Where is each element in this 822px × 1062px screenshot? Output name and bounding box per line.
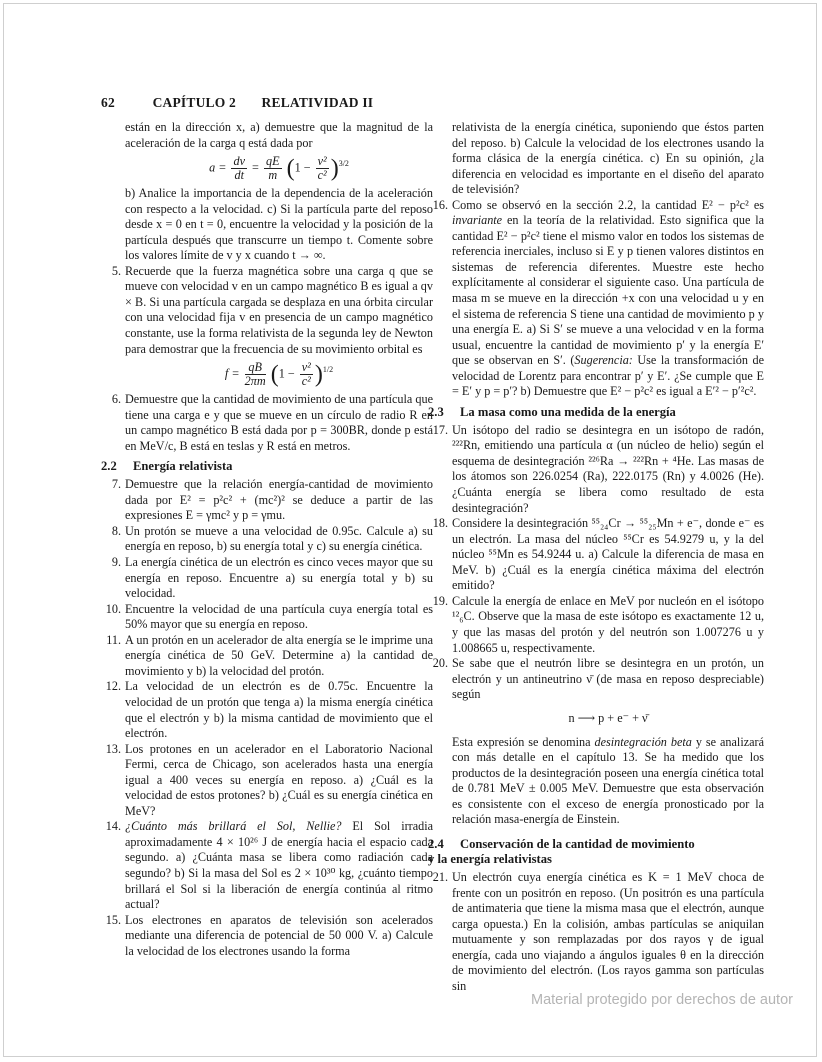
chapter-title: RELATIVIDAD II: [261, 95, 374, 110]
problem-item: [428, 423, 764, 516]
eq-num: v²: [301, 360, 311, 375]
problem-list: [432, 422, 764, 703]
problem-number: 17.: [432, 422, 448, 437]
problem-text: La energía cinética de un electrón es cinco veces mayor que su energía en reposo. Encuentre a) su energía total y b) su velocidad.: [125, 555, 433, 601]
problem-text: Se sabe que el neutrón libre se desintegra en un protón, un electrón y un antineutrino ν̄ (de masa en reposo despreciable) según: [452, 656, 764, 702]
problem-item: [101, 555, 433, 602]
equation-beta-decay: n ⟶ p + e⁻ + ν̄: [568, 710, 648, 725]
eq-paren-close: ): [314, 361, 323, 388]
problem-number: 11.: [106, 632, 121, 647]
eq-fraction: [300, 361, 313, 388]
eq-paren-close: ): [330, 155, 339, 182]
problem-item: [428, 198, 764, 400]
eq-lhs: a =: [209, 160, 227, 175]
problem-list: [105, 477, 433, 959]
eq-num: v²: [317, 154, 327, 169]
section-number: 2.4: [428, 836, 444, 851]
problem-text: Esta expresión se denomina: [452, 734, 595, 749]
eq-num: dv: [233, 154, 245, 169]
section-heading-2-2: [101, 459, 433, 474]
problem-number: 16.: [432, 197, 448, 212]
problem-emphasis: desintegración beta: [594, 734, 692, 749]
problem-number: 20.: [432, 656, 448, 671]
problem-text: Use la transformación de velocidad de Lorentz para encontrar p′ y E′. ¿Se cumple que E = E′ y p = p′? b) Demuestre que E² − p²c² es igual a E′² − p′²c².: [452, 353, 764, 399]
problem-item: [101, 392, 433, 454]
problem-text: Los protones en un acelerador en el Laboratorio Nacional Fermi, cerca de Chicago, son acelerados hasta una energía igual a 400 veces su energía en reposo. a) ¿Cuál es la velocidad de estos protones? b) ¿Cuál es su energía cinética en MeV?: [125, 741, 433, 818]
problem-number: 12.: [105, 679, 121, 694]
problem-item: [101, 602, 433, 633]
page-number: 62: [101, 95, 115, 110]
problem-text: Un electrón cuya energía cinética es K = 1 MeV choca de frente con un positrón en reposo. (Un positrón es una partícula de antimateria que tiene la misma masa que el electrón, aunque carga opuesta.) En la colisión, ambas partículas se aniquilan mutuamente y son remplazadas por dos rayos γ de igual energía, cada uno viajando a ángulos iguales θ en la dirección de movimiento del electrón. (Los rayos gamma son partículas sin: [452, 869, 764, 993]
problem-15-continuation: relativista de la energía cinética, suponiendo que éstos parten del reposo. b) Calcule la velocidad de los electrones usando la forma clásica de la energía cinética. c) En su opinión, ¿la diferencia en velocidad es importante en el diseño del aparato de televisión?: [452, 120, 764, 197]
eq-num: qE: [265, 154, 280, 169]
hint-label: Sugerencia:: [574, 353, 633, 368]
problem-text: en la teoría de la relatividad. Esto significa que la cantidad E² − p²c² tiene el mismo valor en todos los sistemas de referencia inerciales, incluso si E y p tienen valores distintos en sistemas de referencia diferentes. Muestre este hecho explícitamente al considerar el siguiente caso. Una partícula de masa m se mueve en la dirección +x con una velocidad u y en el sistema de referencia S tiene una cantidad de movimiento p y una energía E. a) Si S′ se mueve a una velocidad v en la forma usual, encuentre la cantidad de movimiento p′ y la energía E′ que se observan en S′. (: [452, 213, 764, 368]
problem-item: [428, 870, 764, 994]
problem-number: 10.: [105, 601, 121, 616]
eq-den: c²: [317, 168, 327, 183]
problem-item: [101, 264, 433, 388]
eq-den: 2πm: [244, 374, 266, 389]
problem-text: Encuentre la velocidad de una partícula cuya energía total es 50% mayor que su energía en reposo.: [125, 601, 433, 632]
eq-exponent: 1/2: [322, 365, 334, 375]
section-heading-2-3: [428, 405, 764, 420]
problem-number: 8.: [111, 523, 121, 538]
eq-fraction: [245, 361, 266, 388]
eq-den: c²: [301, 374, 311, 389]
problem-item: [428, 516, 764, 594]
problem-item: [101, 524, 433, 555]
eq-inner: 1 −: [278, 366, 295, 381]
eq-den: dt: [234, 168, 244, 183]
problem-text: La velocidad de un electrón es de 0.75c. Encuentre la velocidad de un protón que tenga a) la misma energía cinética que el electrón y b) la misma cantidad de movimiento que el electrón.: [125, 679, 433, 741]
problem-text: Como se observó en la sección 2.2, la cantidad E² − p²c² es: [452, 197, 764, 212]
problem-text: Recuerde que la fuerza magnética sobre una carga q que se mueve con velocidad v en un campo magnético B es igual a qv × B. Si una partícula cargada se desplaza en una órbita circular con una velocidad fija v en presencia de un campo magnético constante, use la forma relativista de la segunda ley de Newton para demostrar que la frecuencia de su movimiento orbital es: [125, 263, 433, 356]
section-title: La masa como una medida de la energía: [460, 404, 676, 419]
problem-text: Un isótopo del radio se desintegra en un isótopo de radón, ²²²Rn, emitiendo una partícula α (un núcleo de helio) según el esquema de desintegración ²²⁶Ra → ²²²Rn + ⁴He. Las masas de los átomos son 226.0254 (Ra), 222.0175 (Rn) y 4.0026 (He). ¿Cuánta energía se libera como resultado de esta desintegración?: [452, 422, 764, 515]
problem-number: 9.: [111, 555, 121, 570]
equation-acceleration: [125, 155, 433, 182]
section-number: 2.3: [428, 404, 444, 419]
eq-den: m: [268, 168, 278, 183]
eq-paren-open: (: [286, 155, 295, 182]
equation-frequency: [125, 361, 433, 388]
problem-item: [101, 477, 433, 524]
eq-num: qB: [245, 361, 266, 375]
problem-text: Un protón se mueve a una velocidad de 0.95c. Calcule a) su energía en reposo, b) su energía total y c) su energía cinética.: [125, 523, 433, 554]
problem-item: [428, 656, 764, 703]
section-number: 2.2: [101, 459, 117, 474]
section-title: Energía relativista: [133, 459, 233, 474]
right-column: [428, 120, 764, 994]
problem-4-continuation: están en la dirección x, a) demuestre que la magnitud de la aceleración de la carga q está dada por: [125, 120, 433, 150]
problem-item: [428, 594, 764, 656]
problem-text: A un protón en un acelerador de alta energía se le imprime una energía cinética de 50 GeV. Determine a) la cantidad de movimiento y b) la velocidad del protón.: [125, 632, 433, 678]
problem-item: [101, 913, 433, 960]
eq-equals: =: [252, 160, 259, 175]
problem-number: 19.: [432, 593, 448, 608]
problem-4-continuation-body: b) Analice la importancia de la dependencia de la aceleración con respecto a la velocidad. c) Si la partícula parte del reposo desde x = 0 en t = 0, encuentre la velocidad y la posición de la partícula después que transcurre un tiempo t. Comente sobre los valores límite de v y x cuando t → ∞.: [125, 186, 433, 263]
problem-number: 5.: [111, 263, 121, 278]
problem-number: 6.: [111, 392, 121, 407]
copyright-watermark: Material protegido por derechos de autor: [531, 992, 793, 1008]
problem-number: 13.: [105, 741, 121, 756]
problem-text: Demuestre que la cantidad de movimiento de una partícula que tiene una carga e y que se mueve en un círculo de radio R en un campo magnético B está dada por p = 300BR, donde p está en MeV/c, B está en teslas y R está en metros.: [125, 392, 433, 453]
problem-emphasis: invariante: [452, 213, 503, 228]
problem-number: 14.: [105, 819, 121, 834]
section-title: Conservación de la cantidad de movimiento: [460, 836, 695, 851]
eq-paren-open: (: [270, 361, 279, 388]
eq-inner: 1 −: [294, 160, 311, 175]
running-head: [101, 95, 373, 111]
problem-item: [101, 819, 433, 912]
section-title-continued: y la energía relativistas: [428, 851, 552, 866]
problem-emphasis: ¿Cuánto más brillará el Sol, Nellie?: [125, 819, 342, 834]
problem-item: [101, 742, 433, 820]
problem-text: El Sol irradia aproximadamente 4 × 10²⁶ J de energía hacia el espacio cada segundo. a) ¿Cuánta masa se libera como radiación cada segundo? b) Si la masa del Sol es 2 × 10³⁰ kg, ¿cuánto tiempo brillará el Sol si la liberación de energía continúa al ritmo actual?: [125, 819, 433, 912]
left-column: [101, 120, 433, 959]
problem-number: 21.: [432, 869, 448, 884]
problem-text: Los electrones en aparatos de televisión son acelerados mediante una diferencia de potencial de 50 000 V. a) Calcule la velocidad de los electrones usando la forma: [125, 912, 433, 958]
section-heading-2-4: [428, 837, 764, 867]
problem-text: Considere la desintegración ⁵⁵₂₄Cr → ⁵⁵₂₅Mn + e⁻, donde e⁻ es un electrón. La masa del núcleo ⁵⁵Cr es 54.9279 u, y la del núcleo ⁵⁵Mn es 54.9244 u. a) Calcule la diferencia de masa en MeV. b) ¿Cuál es la energía cinética máxima del electrón emitido?: [452, 516, 764, 593]
eq-fraction: [264, 155, 282, 182]
problem-20-continuation: [452, 735, 764, 828]
eq-lhs: f =: [224, 366, 240, 381]
problem-text: Calcule la energía de enlace en MeV por nucleón en el isótopo ¹²₆C. Observe que la masa de este isótopo es exactamente 12 u, y que las masas del protón y del neutrón son 1.007276 u y 1.008665 u, respectivamente.: [452, 593, 764, 655]
problem-number: 15.: [105, 912, 121, 927]
eq-fraction: [316, 155, 329, 182]
problem-item: [101, 633, 433, 680]
chapter-label: CAPÍTULO 2: [152, 95, 236, 110]
problem-text: y se analizará con más detalle en el capítulo 13. Se ha medido que los productos de la desintegración poseen una energía cinética total de 0.781 MeV ± 0.005 MeV. Demuestre que esta observación es consistente con el exceso de energía pronosticado por la relación masa-energía de Einstein.: [452, 734, 764, 827]
problem-number: 7.: [111, 477, 121, 492]
problem-item: [101, 679, 433, 741]
eq-fraction: [231, 155, 247, 182]
problem-text: Demuestre que la relación energía-cantidad de movimiento dada por E² = p²c² + (mc²)² se deduce a partir de las expresiones E = γmc² y p = γmu.: [125, 477, 433, 523]
problem-number: 18.: [432, 516, 448, 531]
eq-exponent: 3/2: [338, 159, 349, 169]
